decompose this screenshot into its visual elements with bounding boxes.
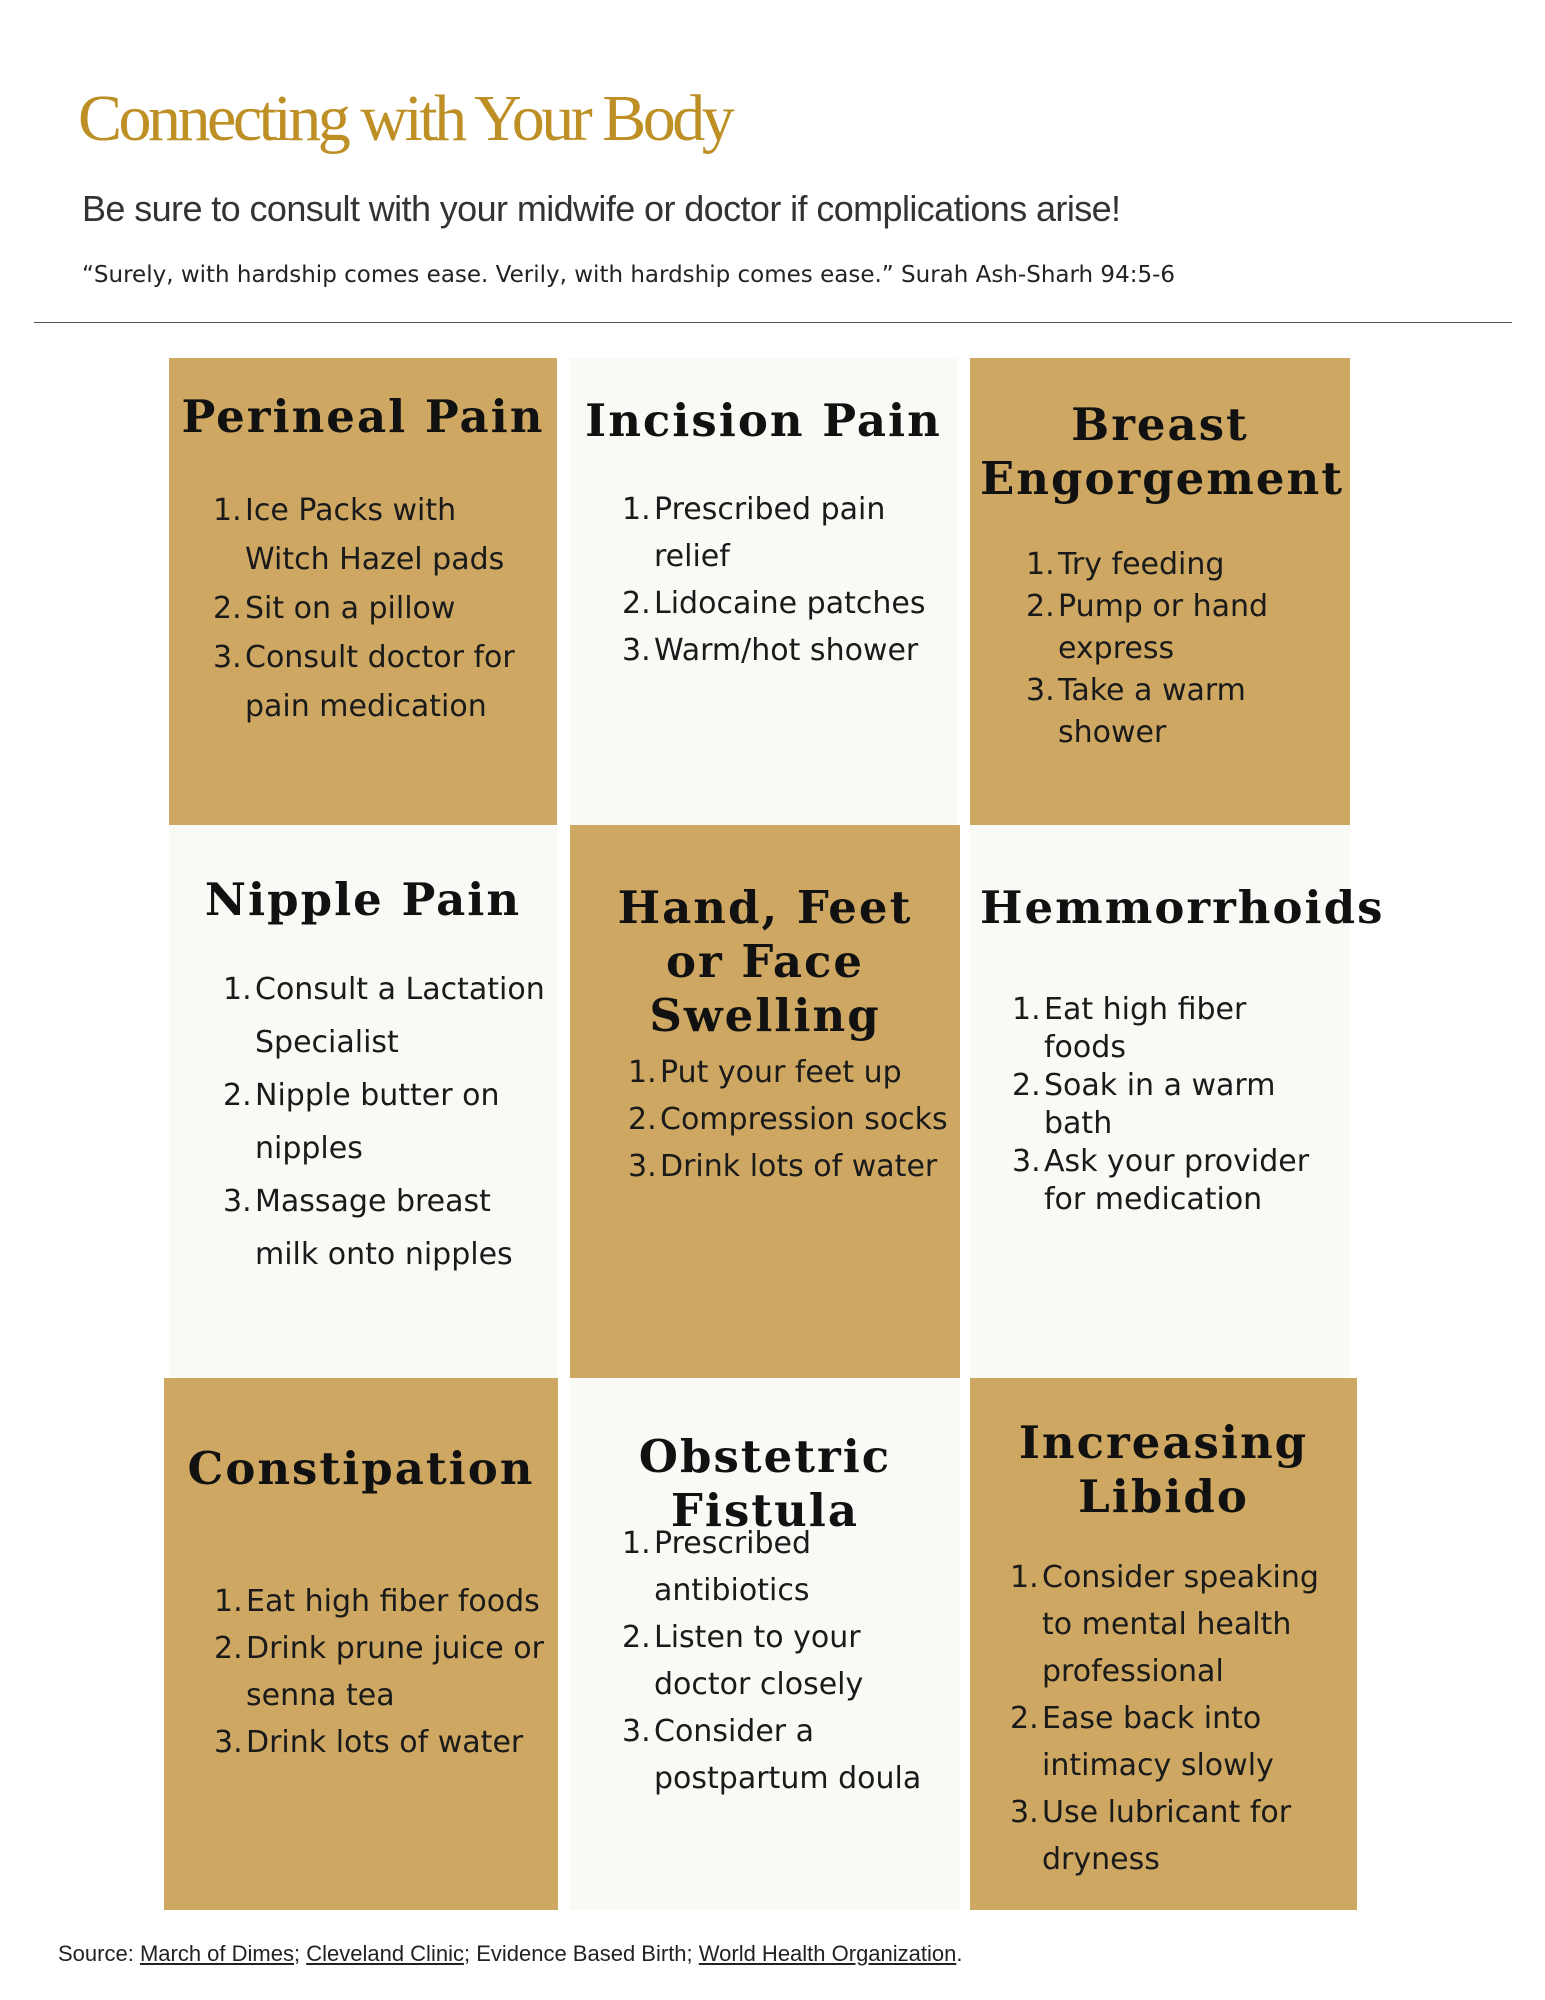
list-number: 1. — [1010, 1560, 1039, 1595]
card-title: Incision Pain — [585, 394, 942, 447]
source-prefix: Source: — [58, 1941, 140, 1966]
list-number: 3. — [622, 633, 651, 668]
list-item — [1014, 1067, 1334, 1143]
list-item — [624, 1520, 944, 1614]
list-item — [624, 580, 944, 627]
card-title: Nipple Pain — [204, 873, 522, 926]
list-item — [1014, 991, 1334, 1067]
list-item — [1028, 544, 1338, 586]
list-item-text: Lidocaine patches — [654, 586, 926, 621]
quote: “Surely, with hardship comes ease. Verily, with hardship comes ease.” Surah Ash-Sharh 94:5-6 — [82, 262, 1176, 288]
card-swelling — [570, 825, 960, 1378]
card-incision-pain — [570, 358, 957, 825]
list-number: 1. — [622, 492, 651, 527]
list-number: 3. — [213, 640, 242, 675]
list-number: 1. — [213, 493, 242, 528]
list-item — [630, 1143, 950, 1190]
list-item-text: Eat high fiber foods — [246, 1584, 540, 1619]
list-item-text: Compression socks — [660, 1102, 948, 1137]
card-title: Constipation — [187, 1442, 535, 1495]
card-hemmorrhoids — [970, 825, 1385, 1378]
list-item — [225, 1069, 545, 1175]
source-separator: ; Evidence Based Birth; — [463, 1941, 699, 1966]
card-increasing-libido — [970, 1378, 1357, 1910]
list-item — [225, 1175, 545, 1281]
card-title: Hemmorrhoids — [980, 881, 1385, 934]
list-number: 1. — [214, 1584, 243, 1619]
list-item-text: Nipple butter on nipples — [255, 1078, 500, 1166]
card-title: Increasing Libido — [1018, 1416, 1309, 1523]
list-item-text: Drink lots of water — [246, 1725, 524, 1760]
list-item-text: Drink prune juice or senna tea — [246, 1631, 544, 1713]
list-item — [216, 1625, 546, 1719]
card-title: Obstetric Fistula — [638, 1430, 892, 1537]
list-number: 3. — [1026, 673, 1055, 708]
list-item-text: Try feeding — [1058, 547, 1225, 582]
list-item-text: Use lubricant for dryness — [1042, 1795, 1292, 1877]
list-number: 1. — [622, 1526, 651, 1561]
list-item-text: Take a warm shower — [1058, 673, 1246, 750]
card-list — [216, 1578, 546, 1766]
list-item-text: Ask your provider for medication — [1044, 1144, 1310, 1217]
list-item-text: Prescribed antibiotics — [654, 1526, 812, 1608]
list-item — [624, 627, 944, 674]
list-item — [1028, 670, 1338, 754]
list-item — [624, 1708, 944, 1802]
list-item-text: Ease back into intimacy slowly — [1042, 1701, 1274, 1783]
list-item-text: Consider speaking to mental health professional — [1042, 1560, 1319, 1689]
list-item-text: Prescribed pain relief — [654, 492, 886, 574]
list-item-text: Pump or hand express — [1058, 589, 1269, 666]
source-line — [58, 1941, 963, 1967]
card-breast-engorgement — [970, 358, 1350, 825]
list-number: 1. — [1026, 547, 1055, 582]
list-item — [1012, 1789, 1342, 1883]
card-list — [1028, 544, 1338, 754]
source-separator: ; — [293, 1941, 307, 1966]
list-item-text: Massage breast milk onto nipples — [255, 1184, 513, 1272]
list-item — [1012, 1554, 1342, 1695]
list-item-text: Put your feet up — [660, 1055, 902, 1090]
list-item — [215, 584, 545, 633]
list-item-text: Ice Packs with Witch Hazel pads — [245, 493, 505, 577]
card-list — [225, 963, 545, 1281]
card-title: Perineal Pain — [181, 390, 545, 443]
card-list — [1014, 991, 1334, 1219]
list-item — [216, 1578, 546, 1625]
list-number: 3. — [223, 1184, 252, 1219]
source-link-march-of-dimes[interactable]: March of Dimes — [139, 1941, 294, 1966]
list-number: 1. — [223, 972, 252, 1007]
list-number: 3. — [628, 1149, 657, 1184]
card-list — [624, 486, 944, 674]
list-number: 2. — [622, 586, 651, 621]
list-item-text: Soak in a warm bath — [1044, 1068, 1276, 1141]
list-item — [624, 486, 944, 580]
list-number: 3. — [1012, 1144, 1041, 1179]
source-end: . — [956, 1941, 963, 1966]
list-number: 2. — [1026, 589, 1055, 624]
list-number: 3. — [622, 1714, 651, 1749]
list-item — [215, 486, 545, 584]
list-item-text: Warm/hot shower — [654, 633, 919, 668]
card-list — [624, 1520, 944, 1802]
card-obstetric-fistula — [570, 1378, 960, 1910]
list-item — [215, 633, 545, 731]
source-link-cleveland-clinic[interactable]: Cleveland Clinic — [306, 1941, 464, 1966]
list-item-text: Consider a postpartum doula — [654, 1714, 922, 1796]
source-link-who[interactable]: World Health Organization — [698, 1941, 957, 1966]
list-number: 1. — [628, 1055, 657, 1090]
card-list — [630, 1049, 950, 1190]
list-item — [630, 1096, 950, 1143]
list-number: 3. — [214, 1725, 243, 1760]
list-item — [216, 1719, 546, 1766]
list-item-text: Listen to your doctor closely — [654, 1620, 864, 1702]
list-item — [1028, 586, 1338, 670]
card-list — [215, 486, 545, 731]
page-subtitle: Be sure to consult with your midwife or doctor if complications arise! — [82, 188, 1121, 229]
list-item — [630, 1049, 950, 1096]
list-item-text: Drink lots of water — [660, 1149, 938, 1184]
list-item-text: Consult doctor for pain medication — [245, 640, 515, 724]
list-number: 3. — [1010, 1795, 1039, 1830]
card-constipation — [164, 1378, 558, 1910]
card-list — [1012, 1554, 1342, 1883]
list-item — [1012, 1695, 1342, 1789]
divider — [34, 322, 1512, 323]
list-item — [225, 963, 545, 1069]
list-number: 1. — [1012, 992, 1041, 1027]
card-title: Breast Engorgement — [980, 398, 1345, 505]
list-item-text: Consult a Lactation Specialist — [255, 972, 545, 1060]
list-number: 2. — [1012, 1068, 1041, 1103]
list-item — [1014, 1143, 1334, 1219]
list-item-text: Sit on a pillow — [245, 591, 456, 626]
card-nipple-pain — [169, 825, 557, 1378]
page-title: Connecting with Your Body — [78, 82, 732, 155]
list-number: 2. — [223, 1078, 252, 1113]
list-item — [624, 1614, 944, 1708]
list-number: 2. — [622, 1620, 651, 1655]
list-number: 2. — [1010, 1701, 1039, 1736]
card-perineal-pain — [169, 358, 557, 825]
list-item-text: Eat high fiber foods — [1044, 992, 1247, 1065]
card-title: Hand, Feet or Face Swelling — [617, 881, 913, 1042]
list-number: 2. — [628, 1102, 657, 1137]
list-number: 2. — [213, 591, 242, 626]
list-number: 2. — [214, 1631, 243, 1666]
